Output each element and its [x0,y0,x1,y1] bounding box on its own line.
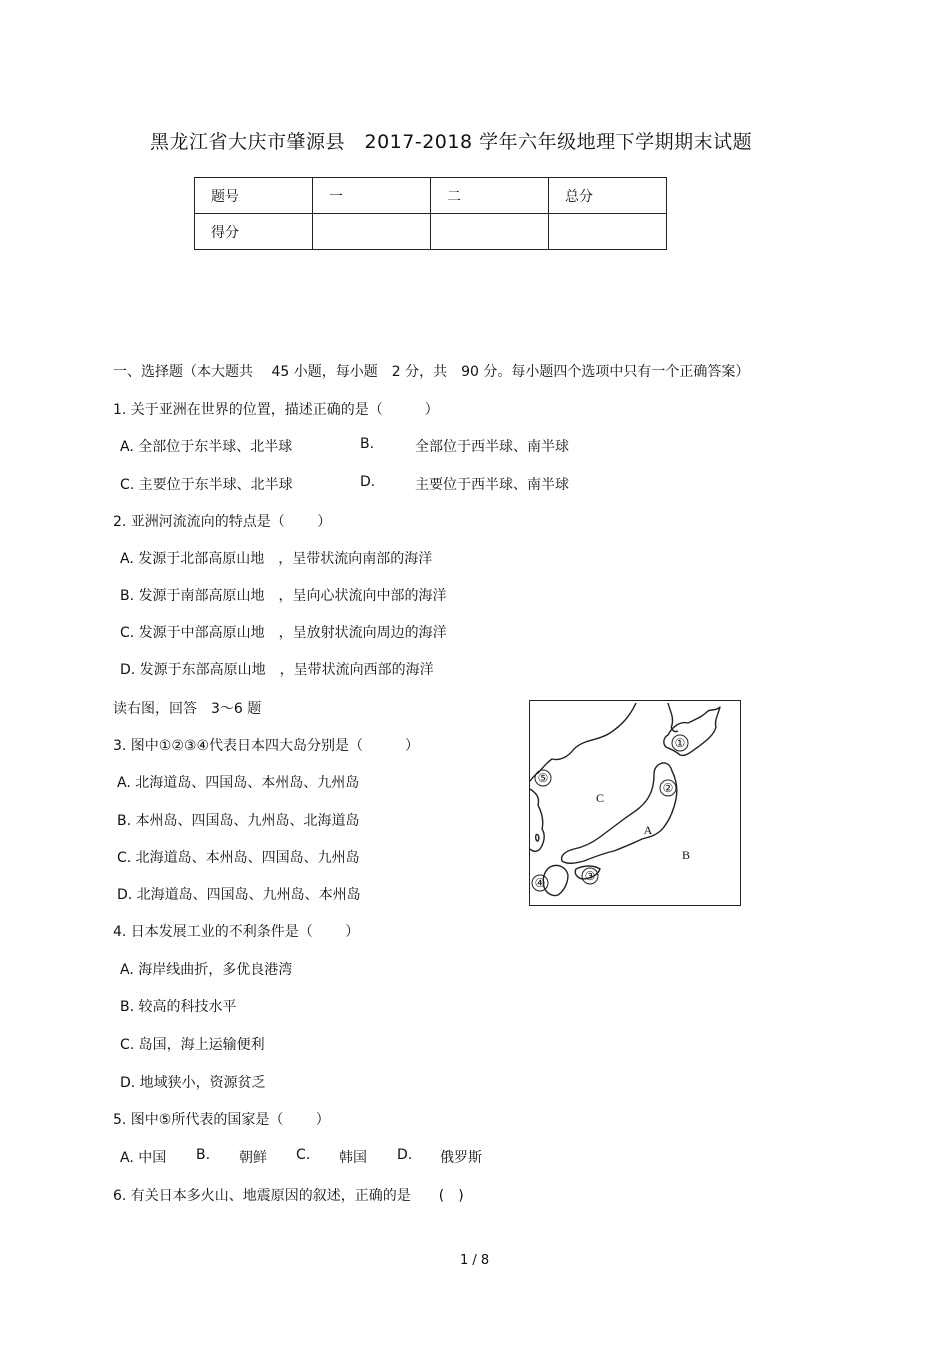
question-1-option-b: 全部位于西半球、南半球 [415,439,569,455]
question-2-stem: 2. 亚洲河流流向的特点是（ ） [113,514,332,530]
question-4-option-b: B. 较高的科技水平 [120,999,237,1015]
kyushu-island [543,865,568,895]
score-table-header-cell: 题号 [195,178,313,214]
question-4-stem: 4. 日本发展工业的不利条件是（ ） [113,924,360,940]
score-cell [431,214,549,250]
score-table-score-row [195,214,667,250]
map-label-a: A [643,823,653,837]
question-5-option-d-letter: D. [397,1147,413,1163]
korean-peninsula-coast [530,789,544,851]
japan-map-figure [529,700,741,906]
score-cell [313,214,431,250]
tsushima-island [536,834,539,841]
question-5-option-b: 朝鲜 [239,1150,267,1166]
score-table [194,177,667,250]
question-1-option-c: C. 主要位于东半球、北半球 [120,477,293,493]
score-row-label: 得分 [195,214,313,250]
score-table-header-row [195,178,667,214]
score-table-header-cell: 二 [431,178,549,214]
question-4-option-d: D. 地域狭小，资源贫乏 [120,1075,266,1091]
page-title: 黑龙江省大庆市肇源县 2017-2018 学年六年级地理下学期期末试题 [150,131,753,153]
question-1-option-d-letter: D. [360,474,376,490]
question-3-option-b: B. 本州岛、四国岛、九州岛、北海道岛 [117,813,360,829]
question-1-option-d: 主要位于西半球、南半球 [415,477,569,493]
question-3-option-c: C. 北海道岛、本州岛、四国岛、九州岛 [117,850,360,866]
map-label-b: B [681,848,691,862]
question-2-option-a: A. 发源于北部高原山地 ，呈带状流向南部的海洋 [120,551,433,567]
honshu-island [562,763,677,863]
question-1-option-a: A. 全部位于东半球、北半球 [120,439,293,455]
question-2-option-c: C. 发源于中部高原山地 ，呈放射状流向周边的海洋 [120,625,447,641]
question-5-option-c-letter: C. [296,1147,311,1163]
page-number: 1 / 8 [460,1253,490,1268]
question-5-option-d: 俄罗斯 [440,1150,482,1166]
question-3-stem: 3. 图中①②③④代表日本四大岛分别是（ ） [113,738,420,754]
score-table-header-cell: 总分 [549,178,667,214]
question-1-stem: 1. 关于亚洲在世界的位置，描述正确的是（ ） [113,402,439,418]
score-table-header-cell: 一 [313,178,431,214]
mainland-coastline [530,703,636,781]
question-4-option-a: A. 海岸线曲折，多优良港湾 [120,962,293,978]
map-label-5: ⑤ [537,771,549,785]
question-5-option-a: A. 中国 [120,1150,167,1166]
question-5-option-b-letter: B. [196,1147,211,1163]
question-2-option-d: D. 发源于东部高原山地 ，呈带状流向西部的海洋 [120,662,434,678]
hokkaido-island [664,707,720,755]
map-label-3: ③ [584,869,596,883]
map-label-1: ① [674,736,686,750]
question-2-option-b: B. 发源于南部高原山地 ，呈向心状流向中部的海洋 [120,588,447,604]
map-label-c: C [595,791,605,805]
question-5-stem: 5. 图中⑤所代表的国家是（ ） [113,1112,330,1128]
question-6-stem: 6. 有关日本多火山、地震原因的叙述，正确的是 ( ) [113,1188,464,1204]
question-3-option-d: D. 北海道岛、四国岛、九州岛、本州岛 [117,887,361,903]
map-label-4: ④ [534,876,546,890]
read-map-instruction: 读右图，回答 3～6 题 [113,701,262,717]
section-heading: 一、选择题（本大题共 45 小题，每小题 2 分，共 90 分。每小题四个选项中只有一个正确答案） [113,364,750,380]
question-3-option-a: A. 北海道岛、四国岛、本州岛、九州岛 [117,775,360,791]
question-4-option-c: C. 岛国，海上运输便利 [120,1037,265,1053]
japan-map-drawing [530,701,741,906]
score-cell [549,214,667,250]
question-5-option-c: 韩国 [339,1150,367,1166]
map-label-2: ② [662,781,674,795]
question-1-option-b-letter: B. [360,436,375,452]
